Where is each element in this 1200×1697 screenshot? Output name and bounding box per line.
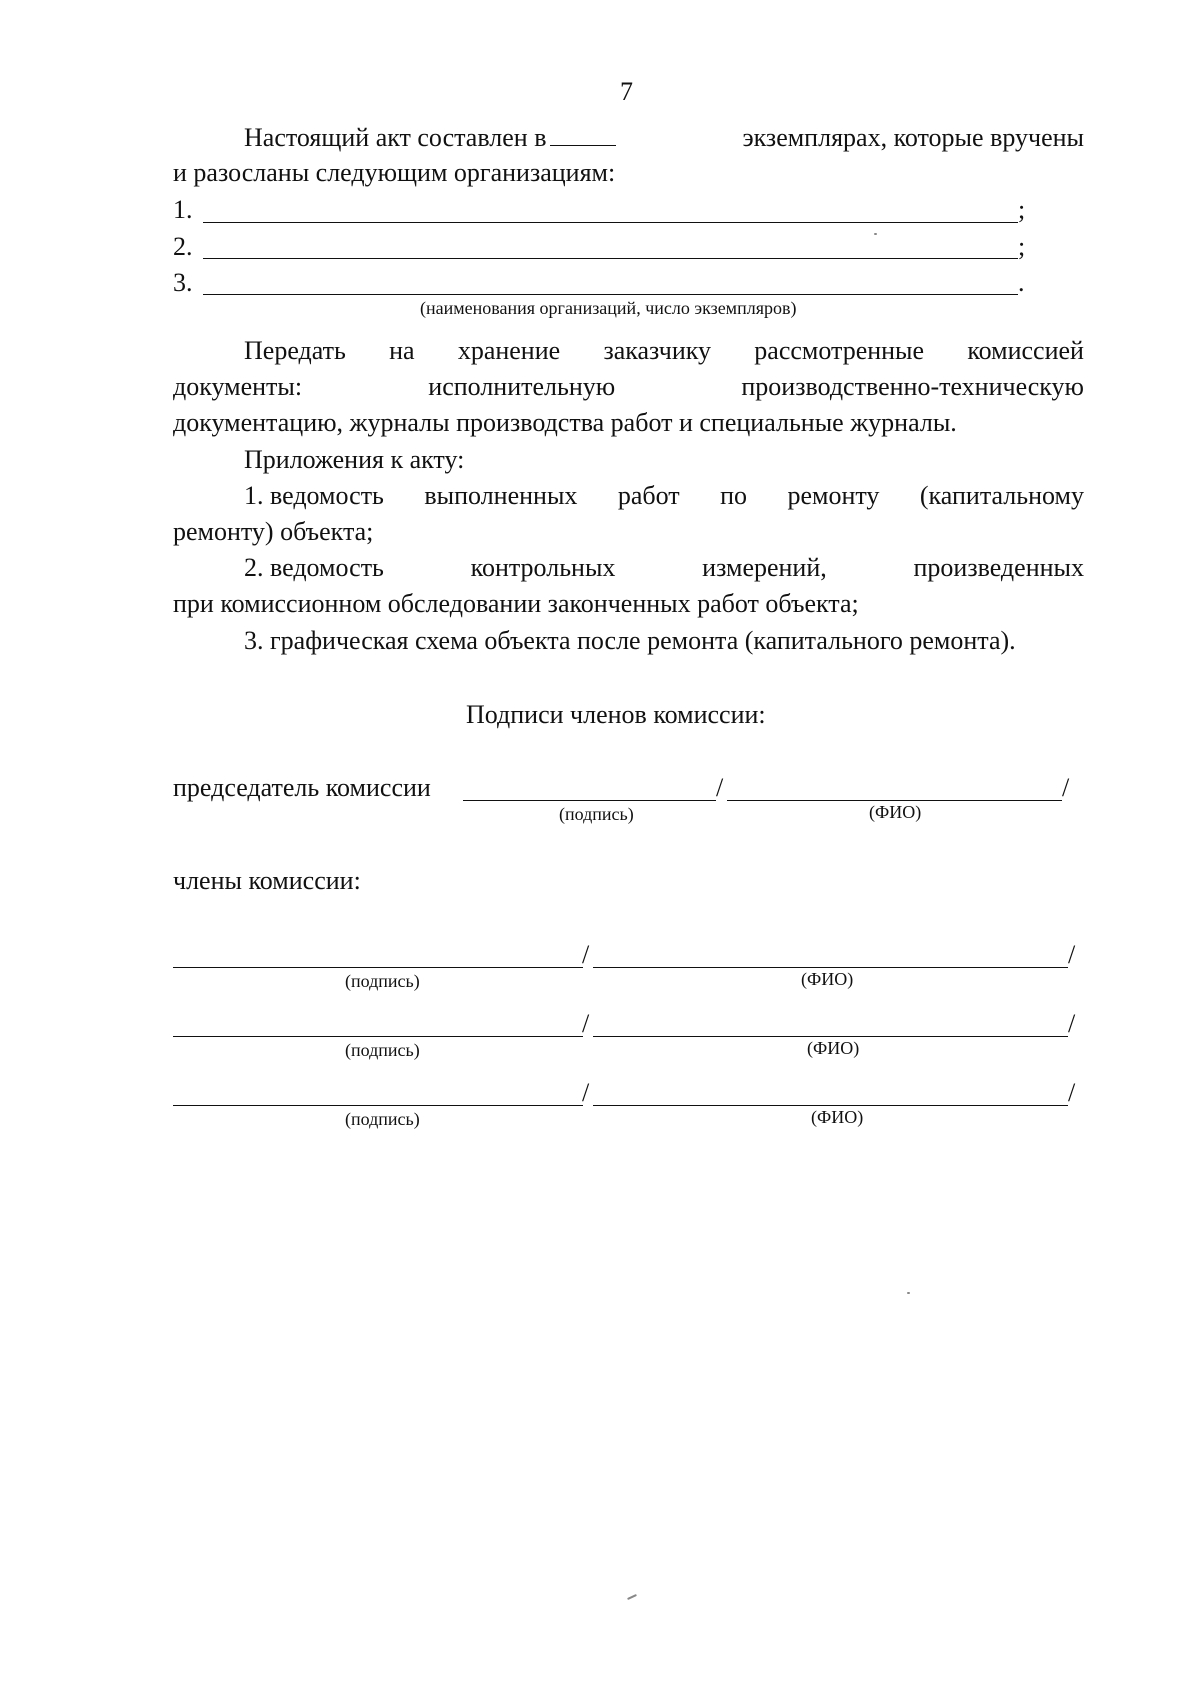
member-3-slash-2: /	[1068, 1078, 1076, 1107]
member-2-slash-1: /	[582, 1009, 590, 1038]
appendix-item-1	[244, 481, 1084, 511]
chairman-name-line	[727, 800, 1062, 801]
intro-line-1	[244, 123, 1084, 153]
org-item-3-number: 3.	[173, 268, 193, 297]
member-1-signature-line	[173, 967, 583, 968]
scan-speck	[907, 1292, 910, 1294]
word: выполненных	[424, 481, 578, 510]
member-3-name-line	[593, 1105, 1068, 1106]
chairman-signature-line	[463, 800, 716, 801]
intro-part-2: экземплярах, которые вручены	[742, 123, 1084, 152]
org-item-2-line	[203, 258, 1018, 259]
word: произведенных	[913, 553, 1084, 582]
member-2-name-line	[593, 1036, 1068, 1037]
intro-line-2: и разосланы следующим организациям:	[173, 158, 616, 187]
signatures-heading: Подписи членов комиссии:	[466, 700, 766, 729]
chairman-slash-2: /	[1062, 773, 1070, 802]
org-item-1-line	[203, 222, 1018, 223]
org-item-2-end: ;	[1018, 232, 1026, 261]
org-item-3-line	[203, 294, 1018, 295]
member-2-signature-caption: (подпись)	[345, 1040, 420, 1060]
page-number: 7	[620, 77, 633, 106]
member-3-name-caption: (ФИО)	[811, 1107, 864, 1127]
word: документы:	[173, 372, 303, 401]
member-1-signature-caption: (подпись)	[345, 971, 420, 991]
word: Передать	[244, 336, 346, 365]
word: исполнительную	[428, 372, 616, 401]
scan-speck	[627, 1594, 637, 1600]
chairman-slash-1: /	[716, 773, 724, 802]
org-item-2-number: 2.	[173, 232, 193, 261]
transfer-line-3: документацию, журналы производства работ и специальные журналы.	[173, 408, 957, 437]
member-2-slash-2: /	[1068, 1009, 1076, 1038]
word: 1. ведомость	[244, 481, 384, 510]
chairman-label: председатель комиссии	[173, 773, 431, 802]
org-item-1-end: ;	[1018, 195, 1026, 224]
member-1-slash-2: /	[1068, 940, 1076, 969]
copies-count-blank	[550, 123, 616, 146]
org-item-3-end: .	[1018, 268, 1025, 297]
appendix-item-3: 3. графическая схема объекта после ремонта (капитального ремонта).	[244, 626, 1016, 655]
word: (капитальному	[919, 481, 1084, 510]
word: производственно-техническую	[741, 372, 1084, 401]
chairman-name-caption: (ФИО)	[869, 802, 922, 822]
scan-speck	[874, 233, 877, 235]
word: на	[389, 336, 415, 365]
word: работ	[617, 481, 680, 510]
word: заказчику	[603, 336, 712, 365]
word: по	[720, 481, 748, 510]
appendix-item-2	[244, 553, 1084, 583]
org-item-1-number: 1.	[173, 195, 193, 224]
intro-part-1: Настоящий акт составлен в	[244, 123, 620, 153]
member-3-signature-line	[173, 1105, 583, 1106]
member-2-name-caption: (ФИО)	[807, 1038, 860, 1058]
org-caption: (наименования организаций, число экземпляров)	[420, 298, 797, 318]
member-1-slash-1: /	[582, 940, 590, 969]
word: ремонту	[787, 481, 880, 510]
transfer-line-1	[244, 336, 1084, 366]
member-3-slash-1: /	[582, 1078, 590, 1107]
member-3-signature-caption: (подпись)	[345, 1109, 420, 1129]
members-label: члены комиссии:	[173, 866, 361, 895]
member-2-signature-line	[173, 1036, 583, 1037]
word: контрольных	[470, 553, 616, 582]
word: измерений,	[702, 553, 827, 582]
word: хранение	[457, 336, 561, 365]
appendix-heading: Приложения к акту:	[244, 445, 465, 474]
chairman-signature-caption: (подпись)	[559, 804, 634, 824]
word: рассмотренные	[754, 336, 925, 365]
appendix-item-2-cont: при комиссионном обследовании законченных работ объекта;	[173, 589, 859, 618]
member-1-name-caption: (ФИО)	[801, 969, 854, 989]
transfer-line-2	[173, 372, 1084, 402]
member-1-name-line	[593, 967, 1068, 968]
word: комиссией	[967, 336, 1084, 365]
word: 2. ведомость	[244, 553, 384, 582]
appendix-item-1-cont: ремонту) объекта;	[173, 517, 374, 546]
